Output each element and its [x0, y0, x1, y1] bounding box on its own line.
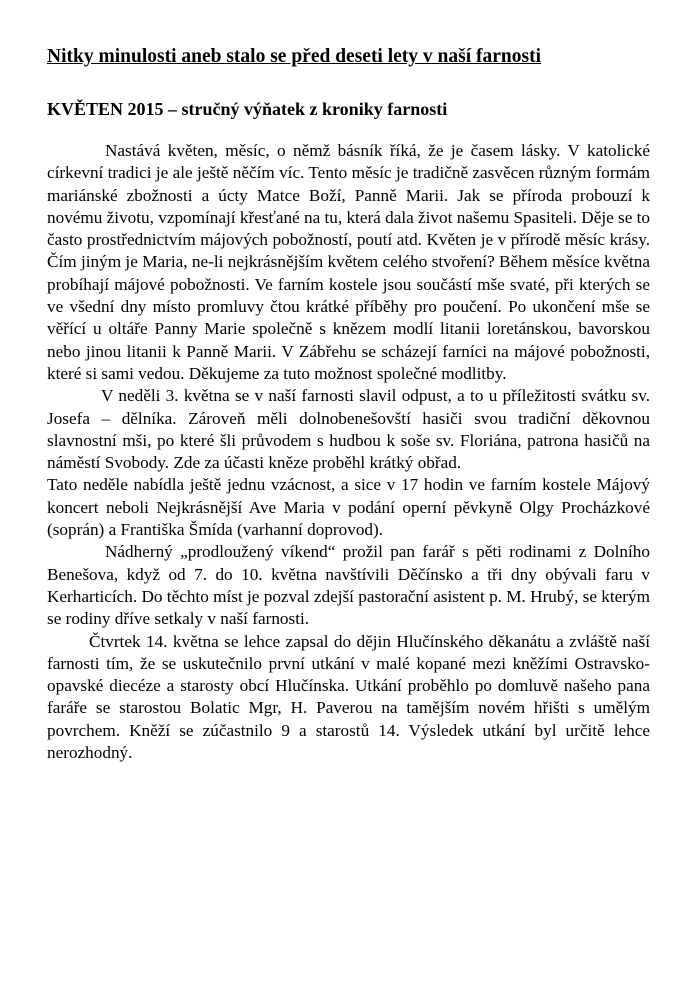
document-page: [47, 44, 651, 763]
paragraph-feast-of-st-joseph: V neděli 3. května se v naší farnosti slavil odpust, a to u příležitosti svátku sv. Josefa – dělníka. Zároveň měli dolnobenešovští hasiči svou tradiční děkovnou slavnostní mši, po které šli průvodem s hudbou k soše sv. Floriána, patrona hasičů na náměstí Svobody. Zde za účasti kněze proběhl krátký obřad.: [47, 386, 650, 473]
document-subtitle: KVĚTEN 2015 – stručný výňatek z kroniky farnosti: [47, 99, 448, 119]
document-body: [47, 140, 650, 764]
paragraph-long-weekend: Nádherný „prodloužený víkend“ prožil pan farář s pěti rodinami z Dolního Benešova, když od 7. do 10. května navštívili Děčínsko a tři dny obývali faru v Kerharticích. Do těchto míst je pozval zdejší pastorační asistent p. M. Hrubý, se kterým se rodiny dříve setkaly v naší farnosti.: [47, 542, 650, 629]
paragraph-may-devotion: Nastává květen, měsíc, o němž básník říká, že je časem lásky. V katolické církevní tradici je ale ještě něčím víc. Tento měsíc je tradičně zasvěcen různým formám mariánské zbožnosti a úcty Matce Boží, Panně Marii. Jak se příroda probouzí k novému životu, vzpomínají křesťané na tu, která dala život našemu Spasiteli. Děje se to často prostřednictvím májových pobožností, poutí atd. Květen je v přírodě měsíc krásy. Čím jiným je Maria, ne-li nejkrásnějším květem celého stvoření? Během měsíce května probíhají májové pobožnosti. Ve farním kostele jsou součástí mše svaté, při kterých se ve všední dny místo promluvy čtou krátké příběhy pro poučení. Po ukončení mše se věřící u oltáře Panny Marie společně s knězem modlí litanii loretánskou, bavorskou nebo jinou litanii k Panně Marii. V Zábřehu se scházejí farníci na májové pobožnosti, které si sami vedou. Děkujeme za tuto možnost společné modlitby.: [47, 141, 651, 383]
paragraph-football-match: Čtvrtek 14. května se lehce zapsal do dějin Hlučínského děkanátu a zvláště naší farnosti tím, že se uskutečnilo první utkání v malé kopané mezi kněžími Ostravsko-opavské diecéze a starosty obcí Hlučínska. Utkání proběhlo po domluvě našeho pana faráře se starostou Bolatic Mgr, H. Paverou na tamějším novém hřišti s umělým povrchem. Kněží se zúčastnilo 9 a starostů 14. Výsledek utkání byl určitě lehce nerozhodný.: [47, 631, 650, 763]
document-title: Nitky minulosti aneb stalo se před deseti lety v naší farnosti: [47, 46, 542, 67]
paragraph-may-concert: Tato neděle nabídla ještě jednu vzácnost, a sice v 17 hodin ve farním kostele Májový koncert neboli Nejkrásnější Ave Maria v podání operní pěvkyně Olgy Procházkové (soprán) a Františka Šmída (varhanní doprovod).: [47, 475, 650, 540]
